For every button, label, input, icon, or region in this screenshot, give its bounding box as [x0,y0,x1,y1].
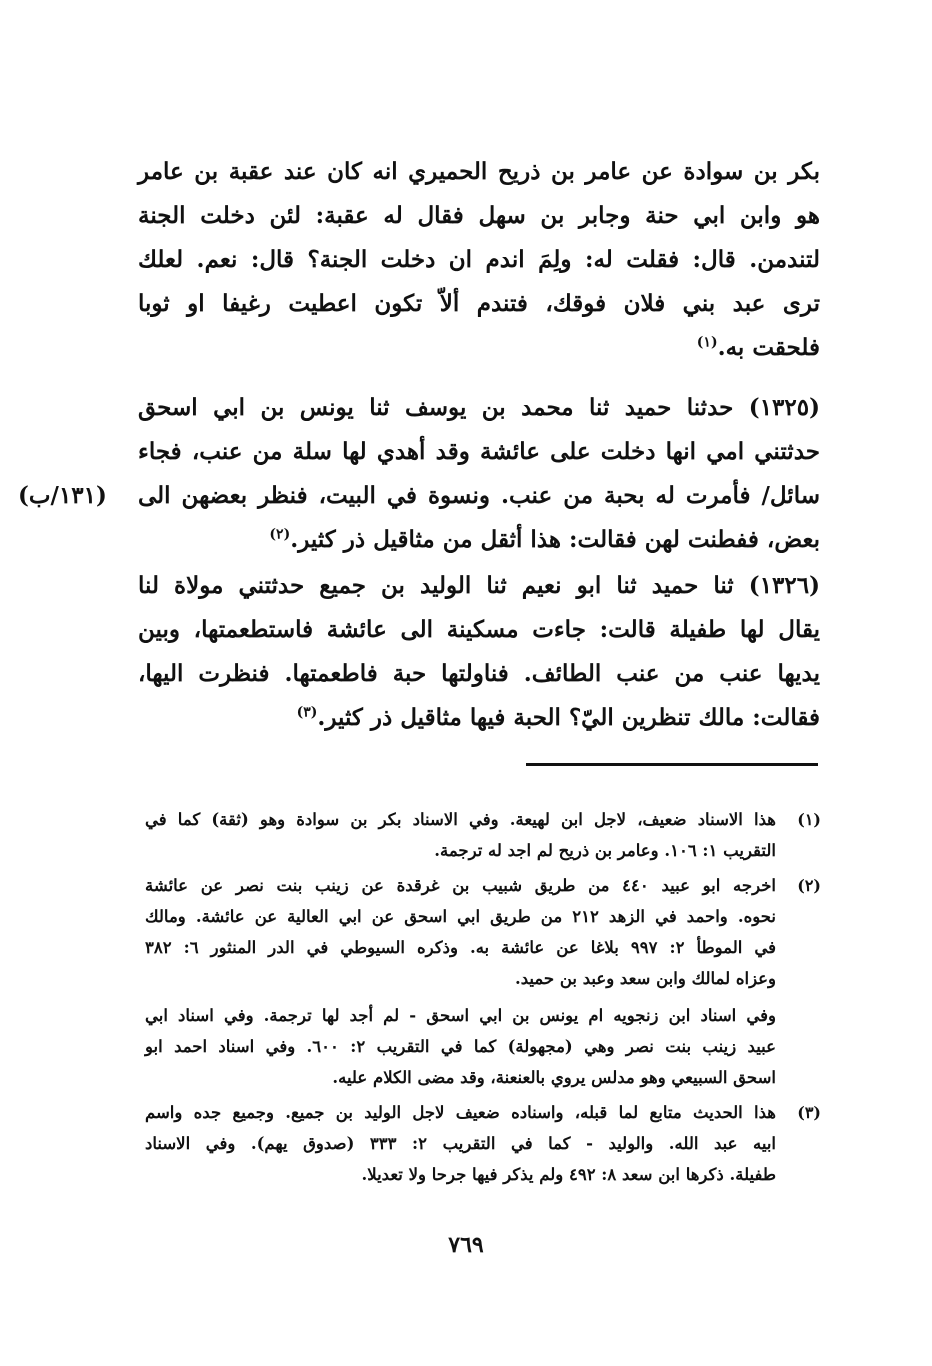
text-line: بكر بن سوادة عن عامر بن ذريح الحميري انه كان عند عقبة بن عامر [138,158,820,185]
text-line: لتندمن. قال: فقلت له: ولِمَ اندم ان دخلت الجنة؟ قال: نعم. لعلك [138,246,820,273]
main-text [18,150,820,740]
footnote-line: هذا الاسناد ضعيف، لاجل ابن لهيعة. وفي الاسناد بكر بن سوادة وهو (ثقة) كما في [145,810,776,829]
footnote-line: وفي اسناد ابن زنجويه ام يونس بن ابي اسحق - لم أجد لها ترجمة. وفي اسناد ابي [145,1006,776,1025]
footnote-body [145,870,776,1093]
text-span: فقالت: مالك تنظرين اليّ؟ الحبة فيها مثاقيل ذر كثير. [317,704,820,731]
hadith-number: (١٣٢٦) [748,572,820,599]
text-line [138,696,820,740]
footnote-line: اخرجه ابو عبيد ٤٤٠ من طريق شبيب بن غرقدة عن زينب بنت نصر عن عائشة [145,876,776,895]
text-line: يقال لها طفيلة قالت: جاءت مسكينة الى عائشة فاستطعمتها، وبين [138,616,820,643]
footnote-line: عبيد زينب بنت نصر وهي (مجهولة) كما في التقريب ٢: ٦٠٠. وفي اسناد احمد ابو [145,1037,776,1056]
text-line [138,518,820,562]
footnote-separator [526,763,818,766]
text-line: هو وابن ابي حنة وجابر بن سهل فقال له عقبة: لئن دخلت الجنة [138,202,820,229]
text-span: فلحقت به. [717,334,820,361]
page-number: ٧٦٩ [448,1232,484,1258]
footnote-line: ابيه عبد الله. والوليد - كما في التقريب ٢: ٣٣٣ (صدوق يهم). وفي الاسناد [145,1134,776,1153]
footnote-line: وعزاه لمالك وابن سعد وعبد بن حميد. [514,969,776,988]
footnote-line: طفيلة. ذكرها ابن سعد ٨: ٤٩٢ ولم يذكر فيها جرحا ولا تعديلا. [361,1165,776,1184]
text-span: حدثنا حميد ثنا محمد بن يوسف ثنا يونس بن ابي اسحق [138,394,734,421]
footnote-line: في الموطأ ٢: ٩٩٧ بلاغا عن عائشة به. وذكره السيوطي في الدر المنثور ٦: ٣٨٢ [145,938,777,957]
margin-folio-ref: (١٣١/ب) [18,482,107,509]
hadith-number: (١٣٢٥) [748,394,820,421]
footnote-line: التقريب ١: ١٠٦. وعامر بن ذريح لم اجد له ترجمة. [434,841,776,860]
footnote-ref: (١) [696,334,718,351]
text-span: سائل/ فأمرت له بحبة من عنب. ونسوة في البيت، فنظر بعضهن الى [138,482,820,509]
spacer [138,370,820,386]
footnote-ref: (٣) [296,704,318,721]
footnote [145,1097,821,1190]
text-line [138,564,820,608]
footnote [145,804,821,866]
text-line [138,326,820,370]
footnote-ref: (٢) [269,526,291,543]
footnote-line: هذا الحديث متابع لما قبله، واسناده ضعيف لاجل الوليد بن جميع. وجميع جده واسم [145,1103,776,1122]
text-span: ثنا حميد ثنا ابو نعيم ثنا الوليد بن جميع حدثتني مولاة لنا [138,572,734,599]
footnote [145,870,821,1093]
footnote-number: (٢) [797,876,821,895]
text-line [18,474,820,518]
footnote-line: نحوه. واحمد في الزهد ٢١٢ من طريق ابي اسحق عن ابي العالية عن عائشة. ومالك [145,907,776,926]
footnote-line: اسحق السبيعي وهو مدلس يروي بالعنعنة، وقد مضى الكلام عليه. [332,1068,776,1087]
footnote-number: (١) [797,810,821,829]
text-line: ترى عبد بني فلان فوقك، فتندم ألاّ تكون اعطيت رغيفا او ثوبا [138,290,820,317]
footnote-number: (٣) [797,1103,821,1122]
text-line [138,386,820,430]
footnote-body [145,1097,776,1190]
text-span: بعض، ففطنت لهن فقالت: هذا أثقل من مثاقيل ذر كثير. [290,526,820,553]
footnotes [145,804,821,1194]
text-line: حدثتني امي انها دخلت على عائشة وقد أهدي لها سلة من عنب، فجاء [138,438,820,465]
text-line: يديها عنب من عنب الطائف. فناولتها حبة فاطعمتها. فنظرت اليها، [138,660,820,687]
footnote-body [145,804,776,866]
